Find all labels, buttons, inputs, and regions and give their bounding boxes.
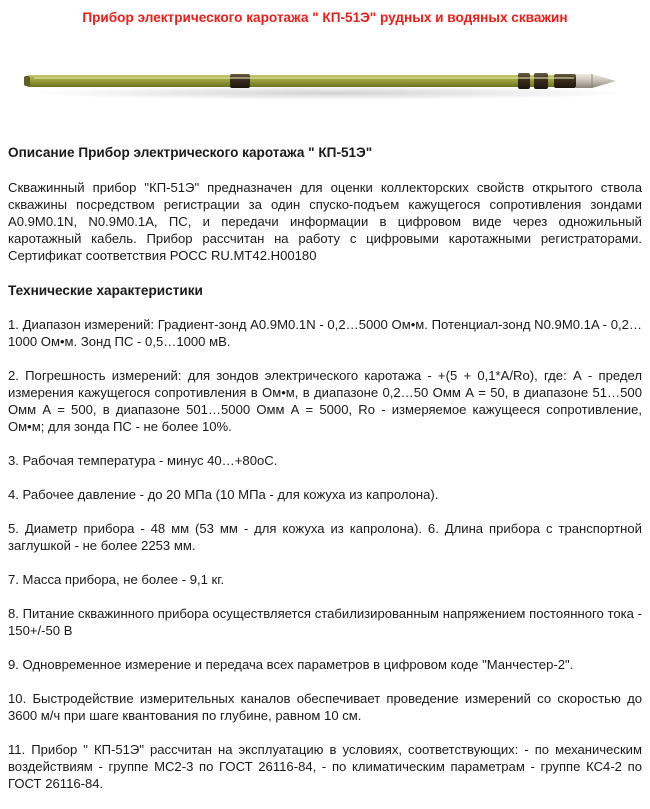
content (8, 144, 642, 809)
spec-item-11: 11. Прибор " КП-51Э" рассчитан на эксплуатацию в условиях, соответствующих: - по механическим воздействиям - группе МС2-3 по ГОСТ 26116-84, - по климатическим параметрам - группе КС4-2 по ГОСТ 26116-84. (8, 742, 642, 791)
spec-item-2: 2. Погрешность измерений: для зондов электрического каротажа - +(5 + 0,1*A/Ro), где: А - предел измерения кажущегося сопротивления в Ом•м, в диапазоне 0,2…50 Омм А = 50, в диапазоне 51…500 Омм А = 500, в диапазоне 501…5000 Омм А = 5000, Ro - измеряемое кажущееся сопротивление, Ом•м; для зонда ПС - не более 10%. (8, 368, 642, 434)
spec-item-7: 7. Масса прибора, не более - 9,1 кг. (8, 572, 225, 587)
spec-item-1: 1. Диапазон измерений: Градиент-зонд А0.9М0.1N - 0,2…5000 Ом•м. Потенциал-зонд N0.9M0.1A - 0,2…1000 Ом•м. Зонд ПС - 0,5…1000 мВ. (8, 317, 642, 349)
logging-probe-photo (20, 39, 634, 123)
description-heading: Описание Прибор электрического каротажа " КП-51Э" (8, 145, 373, 160)
spec-item-9: 9. Одновременное измерение и передача всех параметров в цифровом коде "Манчестер-2". (8, 657, 574, 672)
spec-item-5: 5. Диаметр прибора - 48 мм (53 мм - для кожуха из капролона). 6. Длина прибора с транспортной заглушкой - не более 2253 мм. (8, 521, 642, 553)
specs-heading: Технические характеристики (8, 283, 203, 298)
spec-item-10: 10. Быстродействие измерительных каналов обеспечивает проведение измерений со скоростью до 3600 м/ч при шаге квантования по глубине, равном 10 см. (8, 691, 642, 723)
description-text: Скважинный прибор "КП-51Э" предназначен для оценки коллекторских свойств открытого ствола скважины посредством регистрации за один спуско-подъем кажущегося сопротивления зондами А0.9М0.1N, N0.9M0.1A, ПС, и передачи информации в цифровом виде через одножильный каротажный кабель. Прибор рассчитан на работу с цифровыми каротажными регистраторами. Сертификат соответствия РОСС RU.МТ42.Н00180 (8, 180, 642, 263)
page-title: Прибор электрического каротажа " КП-51Э" рудных и водяных скважин (82, 10, 568, 25)
spec-item-8: 8. Питание скважинного прибора осуществляется стабилизированным напряжением постоянного тока - 150+/-50 В (8, 606, 642, 638)
spec-item-3: 3. Рабочая температура - минус 40…+80оС. (8, 453, 278, 468)
spec-item-4: 4. Рабочее давление - до 20 МПа (10 МПа - для кожуха из капролона). (8, 487, 439, 502)
